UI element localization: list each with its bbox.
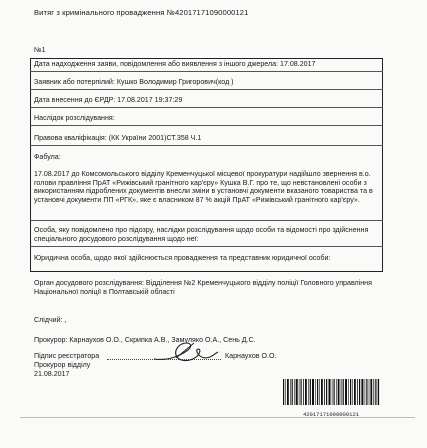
signature-date: 21.08.2017 xyxy=(34,370,70,378)
prosecutors: Прокурор: Карнаухов О.О., Скрипка А.В., Замуляко О.А., Сень Д.С. xyxy=(34,336,256,344)
registrar-name: Карнаухов О.О. xyxy=(225,352,277,360)
divider xyxy=(30,125,383,126)
page-edge-line xyxy=(20,417,415,418)
barcode xyxy=(282,379,380,405)
divider xyxy=(30,145,383,146)
legal-qualification: Правова кваліфікація: (КК України 2001)СТ.358 Ч.1 xyxy=(34,134,202,142)
signature-label: Підпис реєстратора xyxy=(34,352,100,360)
investigator: Слідчий: , xyxy=(34,316,67,324)
legal-entity: Юридична особа, щодо якої здійснюється провадження та представник юридичної особи: xyxy=(34,254,331,262)
signer-role: Прокурор відділу xyxy=(34,361,91,369)
date-received: Дата надходження заяви, повідомлення або виявлення з іншого джерела: 17.08.2017 xyxy=(34,60,316,68)
divider xyxy=(30,71,383,72)
suspects-info: Особа, яку повідомлено про підозру, наслідки розслідування щодо особи та відомості про здійснення спеціального досудового розслідування щодо неї: xyxy=(34,226,369,243)
divider xyxy=(30,220,383,221)
handwritten-signature xyxy=(150,339,220,367)
record-number: №1 xyxy=(34,46,46,54)
divider xyxy=(30,246,383,247)
applicant: Заявник або потерпілий: Кушко Володимир Григорович(код ) xyxy=(34,78,234,86)
date-entered: Дата внесення до ЄРДР: 17.08.2017 19:37:29 xyxy=(34,96,183,104)
divider xyxy=(30,107,383,108)
divider xyxy=(30,89,383,90)
barcode-number: 42017171090000121 xyxy=(302,411,360,418)
fabula-text: 17.08.2017 до Комсомольського відділу Кременчуцької місцевої прокуратури надійшло звернення в.о. голови правління ПрАТ «Рижівський гранітного кар'єру» Кушка В.Г. про те, що невстановлені особи з використанням підроблених документів внесли зміни в установчі документи вказаного товариства та в установчі документи ПП «РГК», яке є власником 87 % акцій ПрАТ «Рижівський гранітного кар'єру». xyxy=(34,170,373,205)
fabula-label: Фабула: xyxy=(34,153,61,161)
investigation-organ: Орган досудового розслідування: Відділення №2 Кременчуцького відділу поліції Головного управління Національної поліції в Полтавській області xyxy=(34,279,372,296)
document-title: Витяг з кримінального провадження №42017171090000121 xyxy=(34,8,249,17)
investigation-result: Наслідок розслідування: xyxy=(34,114,115,122)
